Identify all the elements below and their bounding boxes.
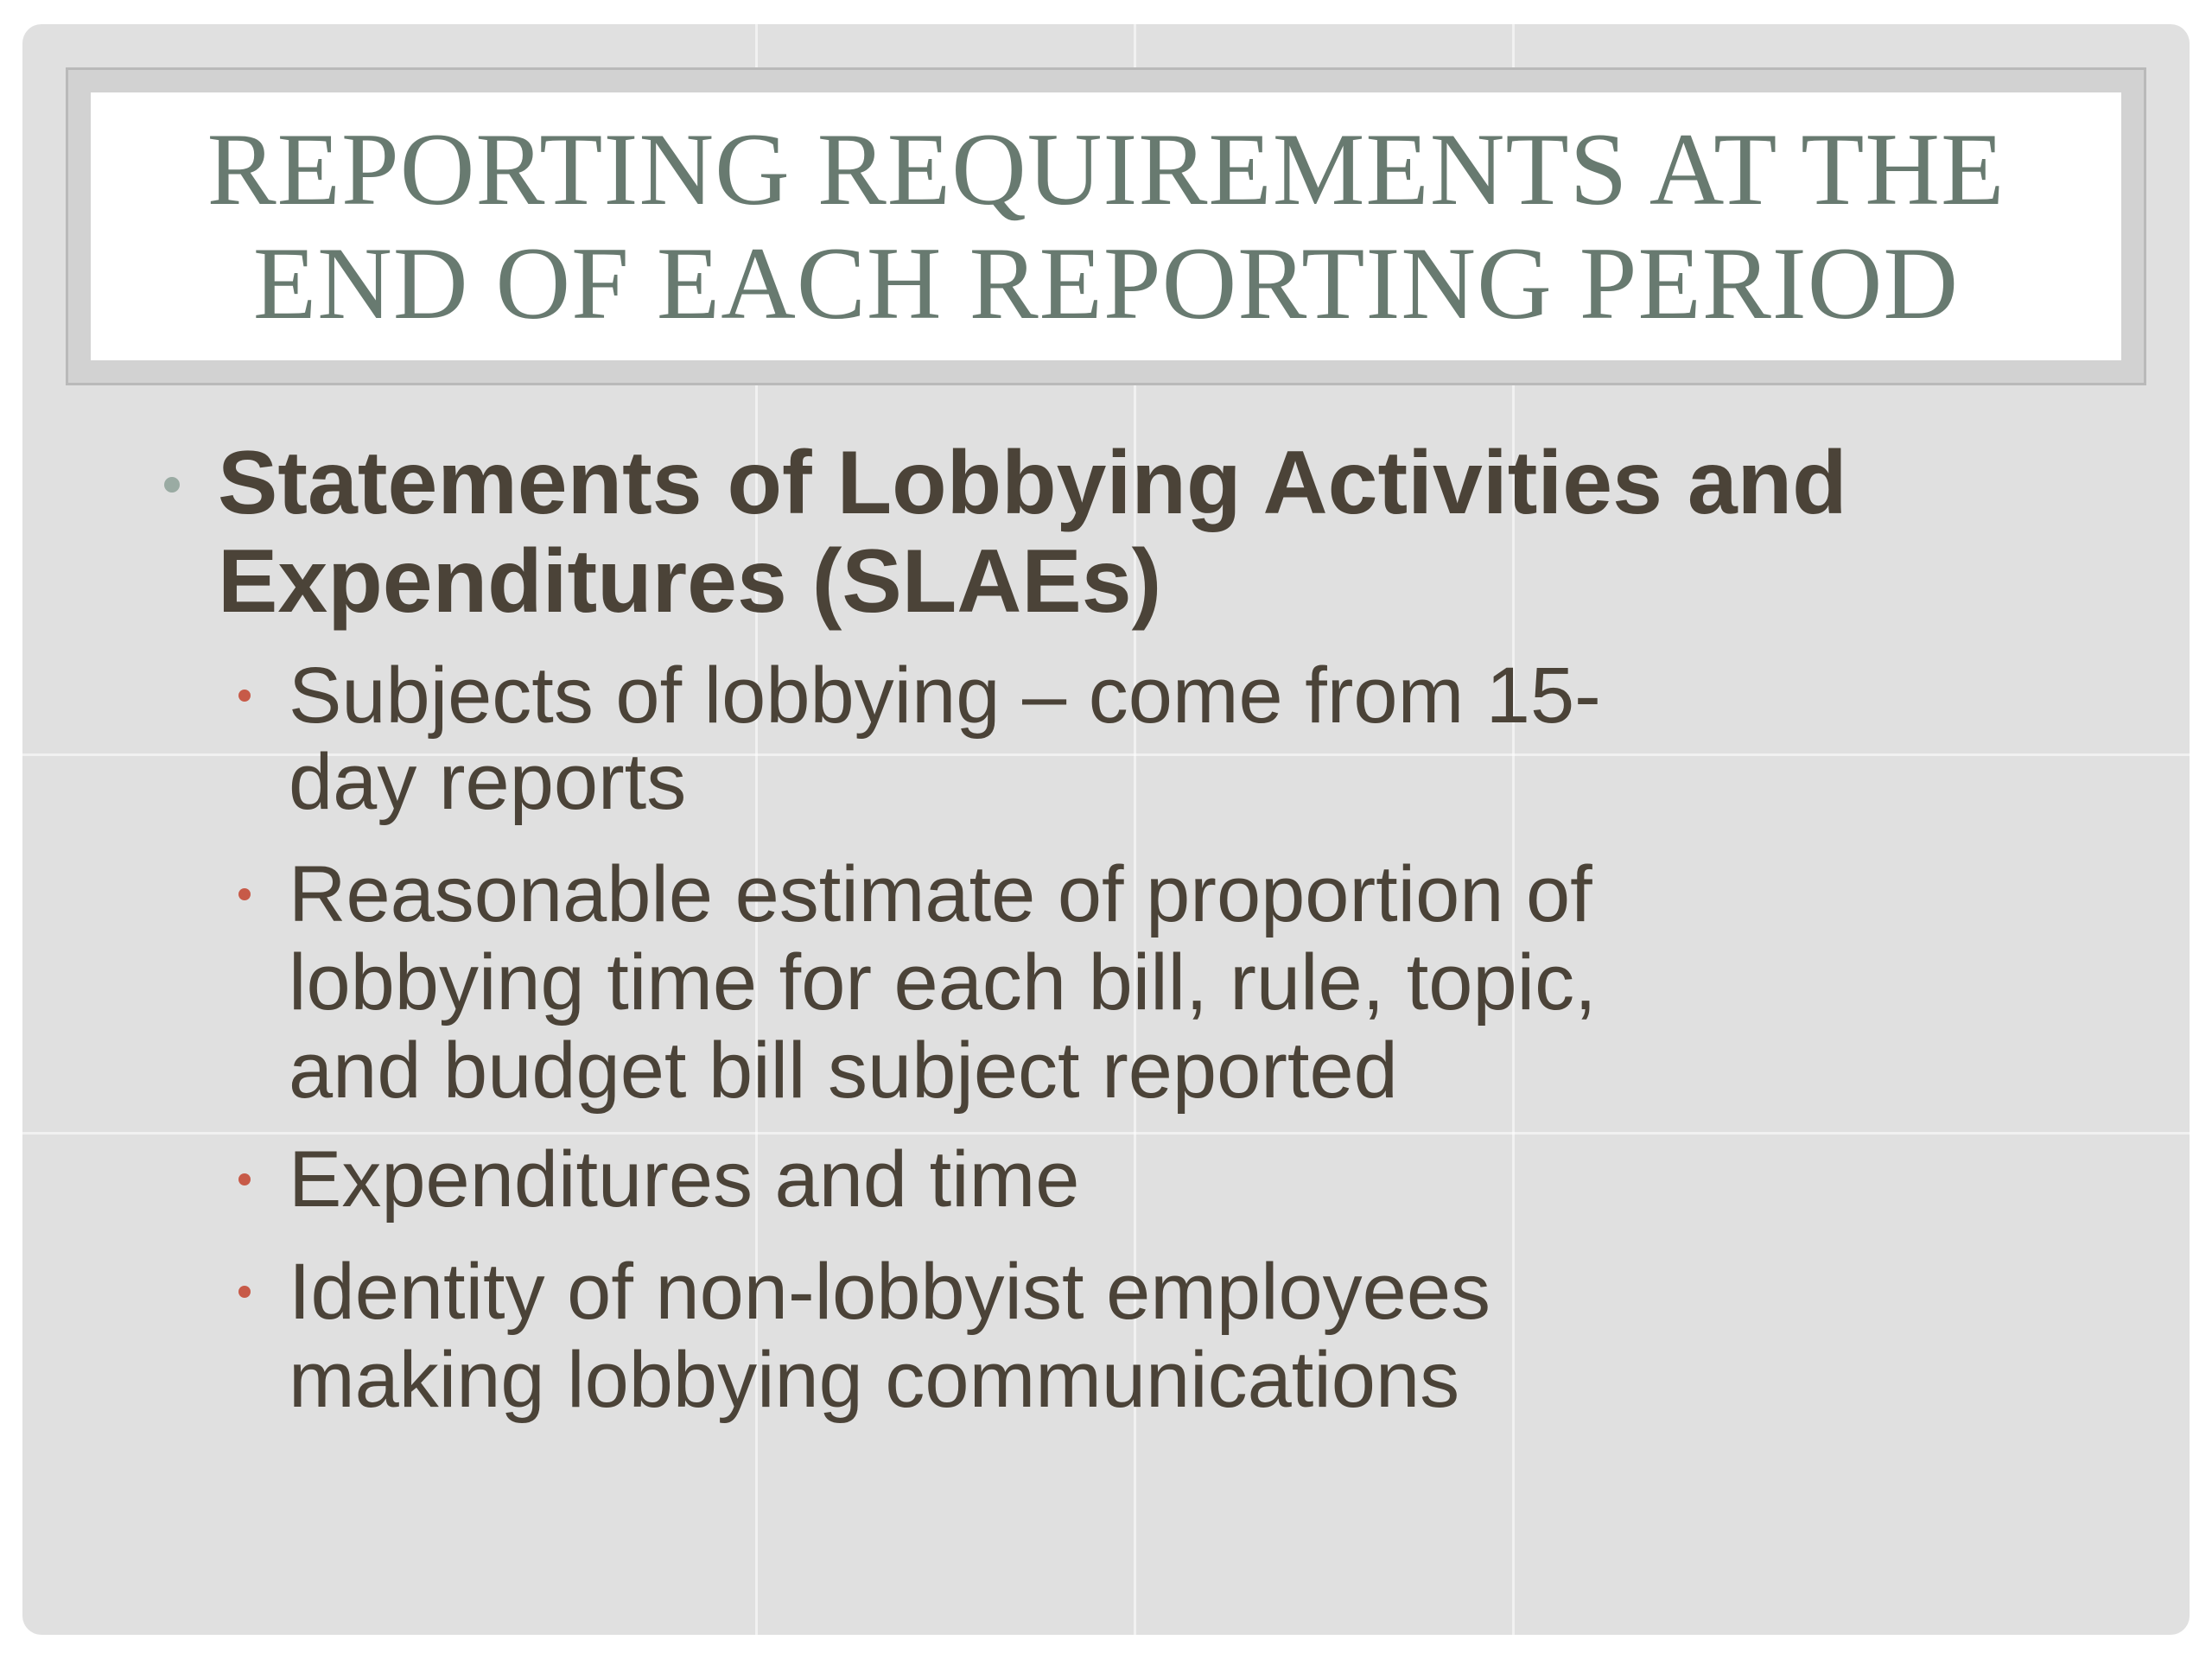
sub-bullet-dot <box>238 1286 251 1298</box>
sub-bullet-2-line-1: Reasonable estimate of proportion of <box>289 850 1592 938</box>
main-bullet-line-1: Statements of Lobbying Activities and <box>218 433 1847 533</box>
slide-content <box>22 24 2190 1635</box>
sub-bullet-dot <box>238 888 251 900</box>
sub-bullet-1-line-2: day reports <box>289 738 687 826</box>
sub-bullet-4-line-2: making lobbying communications <box>289 1336 1460 1424</box>
title-line-1: REPORTING REQUIREMENTS AT THE <box>207 111 2005 226</box>
sub-bullet-3-line-1: Expenditures and time <box>289 1135 1080 1224</box>
sub-bullet-4-line-1: Identity of non-lobbyist employees <box>289 1248 1491 1336</box>
sub-bullet-dot <box>238 1173 251 1185</box>
sub-bullet-2-line-3: and budget bill subject reported <box>289 1027 1398 1115</box>
sub-bullet-1-line-1: Subjects of lobbying – come from 15- <box>289 652 1601 740</box>
sub-bullet-2-line-2: lobbying time for each bill, rule, topic, <box>289 938 1597 1027</box>
slide <box>22 24 2190 1635</box>
main-bullet-dot <box>164 477 180 493</box>
title-line-2: END OF EACH REPORTING PERIOD <box>252 226 1960 340</box>
main-bullet-line-2: Expenditures (SLAEs) <box>218 531 1162 632</box>
sub-bullet-dot <box>238 690 251 702</box>
